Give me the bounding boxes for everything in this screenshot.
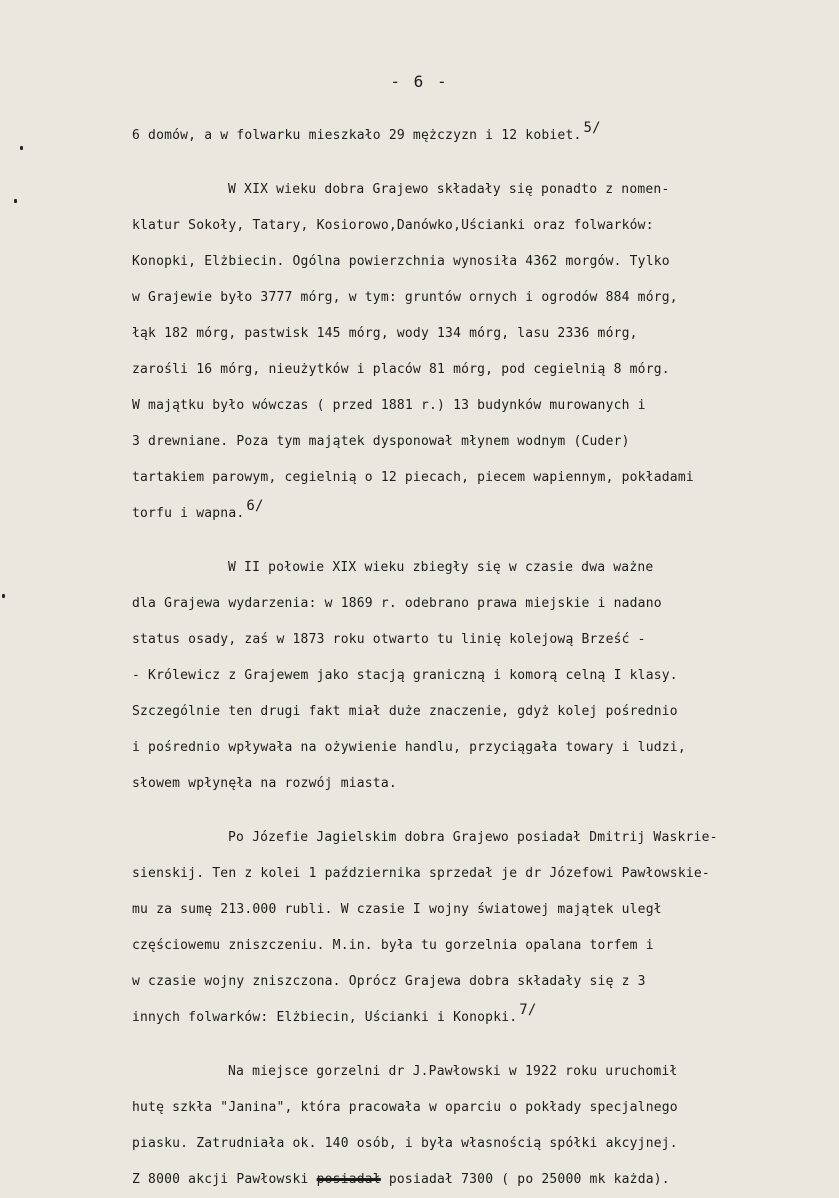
paragraph-4 xyxy=(132,820,792,1036)
text-line: i pośrednio wpływała na ożywienie handlu, przyciągała towary i ludzi, xyxy=(132,740,686,755)
text-line: dla Grajewa wydarzenia: w 1869 r. odebrano prawa miejskie i nadano xyxy=(132,596,662,611)
footnote-marker: 7/ xyxy=(519,1002,537,1018)
paragraph-2 xyxy=(132,172,792,532)
paragraph-5 xyxy=(132,1054,792,1198)
text-line: W XIX wieku dobra Grajewo składały się ponadto z nomen- xyxy=(228,182,670,197)
punch-mark xyxy=(20,146,23,150)
paragraph-1 xyxy=(132,118,792,154)
paragraph-3 xyxy=(132,550,792,802)
text-line: w Grajewie było 3777 mórg, w tym: gruntów ornych i ogrodów 884 mórg, xyxy=(132,290,678,305)
text-line: 6 domów, a w folwarku mieszkało 29 mężczyzn i 12 kobiet. $^{5/}$ xyxy=(132,120,601,143)
text-line: status osady, zaś w 1873 roku otwarto tu linię kolejową Brześć - xyxy=(132,632,646,647)
text-line: W majątku było wówczas ( przed 1881 r.) 13 budynków murowanych i xyxy=(132,398,646,413)
text-line: Po Józefie Jagielskim dobra Grajewo posiadał Dmitrij Waskrie- xyxy=(228,830,718,845)
text-line: Szczególnie ten drugi fakt miał duże znaczenie, gdyż kolej pośrednio xyxy=(132,704,678,719)
text-line: w czasie wojny zniszczona. Oprócz Grajewa dobra składały się z 3 xyxy=(132,974,646,989)
text-line: mu za sumę 213.000 rubli. W czasie I wojny światowej majątek uległ xyxy=(132,902,662,917)
struck-out-word: posiadał xyxy=(316,1172,381,1187)
text-line: piasku. Zatrudniała ok. 140 osób, i była własnością spółki akcyjnej. xyxy=(132,1136,678,1151)
text-line: łąk 182 mórg, pastwisk 145 mórg, wody 134 mórg, lasu 2336 mórg, xyxy=(132,326,638,341)
footnote-marker: 5/ xyxy=(583,120,601,136)
text-line: Konopki, Elżbiecin. Ogólna powierzchnia wynosiła 4362 morgów. Tylko xyxy=(132,254,670,269)
text-line: zarośli 16 mórg, nieużytków i placów 81 mórg, pod cegielnią 8 mórg. xyxy=(132,362,670,377)
punch-mark xyxy=(2,594,5,598)
text-line: tartakiem parowym, cegielnią o 12 piecach, piecem wapiennym, pokładami xyxy=(132,470,694,485)
text-line: 3 drewniane. Poza tym majątek dysponował młynem wodnym (Cuder) xyxy=(132,434,630,449)
text-line: hutę szkła "Janina", która pracowała w oparciu o pokłady specjalnego xyxy=(132,1100,678,1115)
punch-mark xyxy=(14,199,17,203)
text-line: częściowemu zniszczeniu. M.in. była tu gorzelnia opalana torfem i xyxy=(132,938,654,953)
text-line: sienskij. Ten z kolei 1 października sprzedał je dr Józefowi Pawłowskie- xyxy=(132,866,710,881)
text-line: W II połowie XIX wieku zbiegły się w czasie dwa ważne xyxy=(228,560,654,575)
text-line: słowem wpłynęła na rozwój miasta. xyxy=(132,776,397,791)
text-line: Na miejsce gorzelni dr J.Pawłowski w 1922 roku uruchomił xyxy=(228,1064,678,1079)
text-line: klatur Sokoły, Tatary, Kosiorowo,Danówko,Uścianki oraz folwarków: xyxy=(132,218,654,233)
document-body xyxy=(132,118,792,1198)
footnote-marker: 6/ xyxy=(246,498,264,514)
text-line: innych folwarków: Elżbiecin, Uścianki i Konopki. $^{7/}$ xyxy=(132,1002,537,1025)
text-line: - Królewicz z Grajewem jako stacją graniczną i komorą celną I klasy. xyxy=(132,668,678,683)
text-line: torfu i wapna. $^{6/}$ xyxy=(132,498,264,521)
text-line: Z 8000 akcji Pawłowski posiadał posiadał 7300 ( po 25000 mk każda). xyxy=(132,1172,670,1187)
page-number: - 6 - xyxy=(390,72,449,91)
